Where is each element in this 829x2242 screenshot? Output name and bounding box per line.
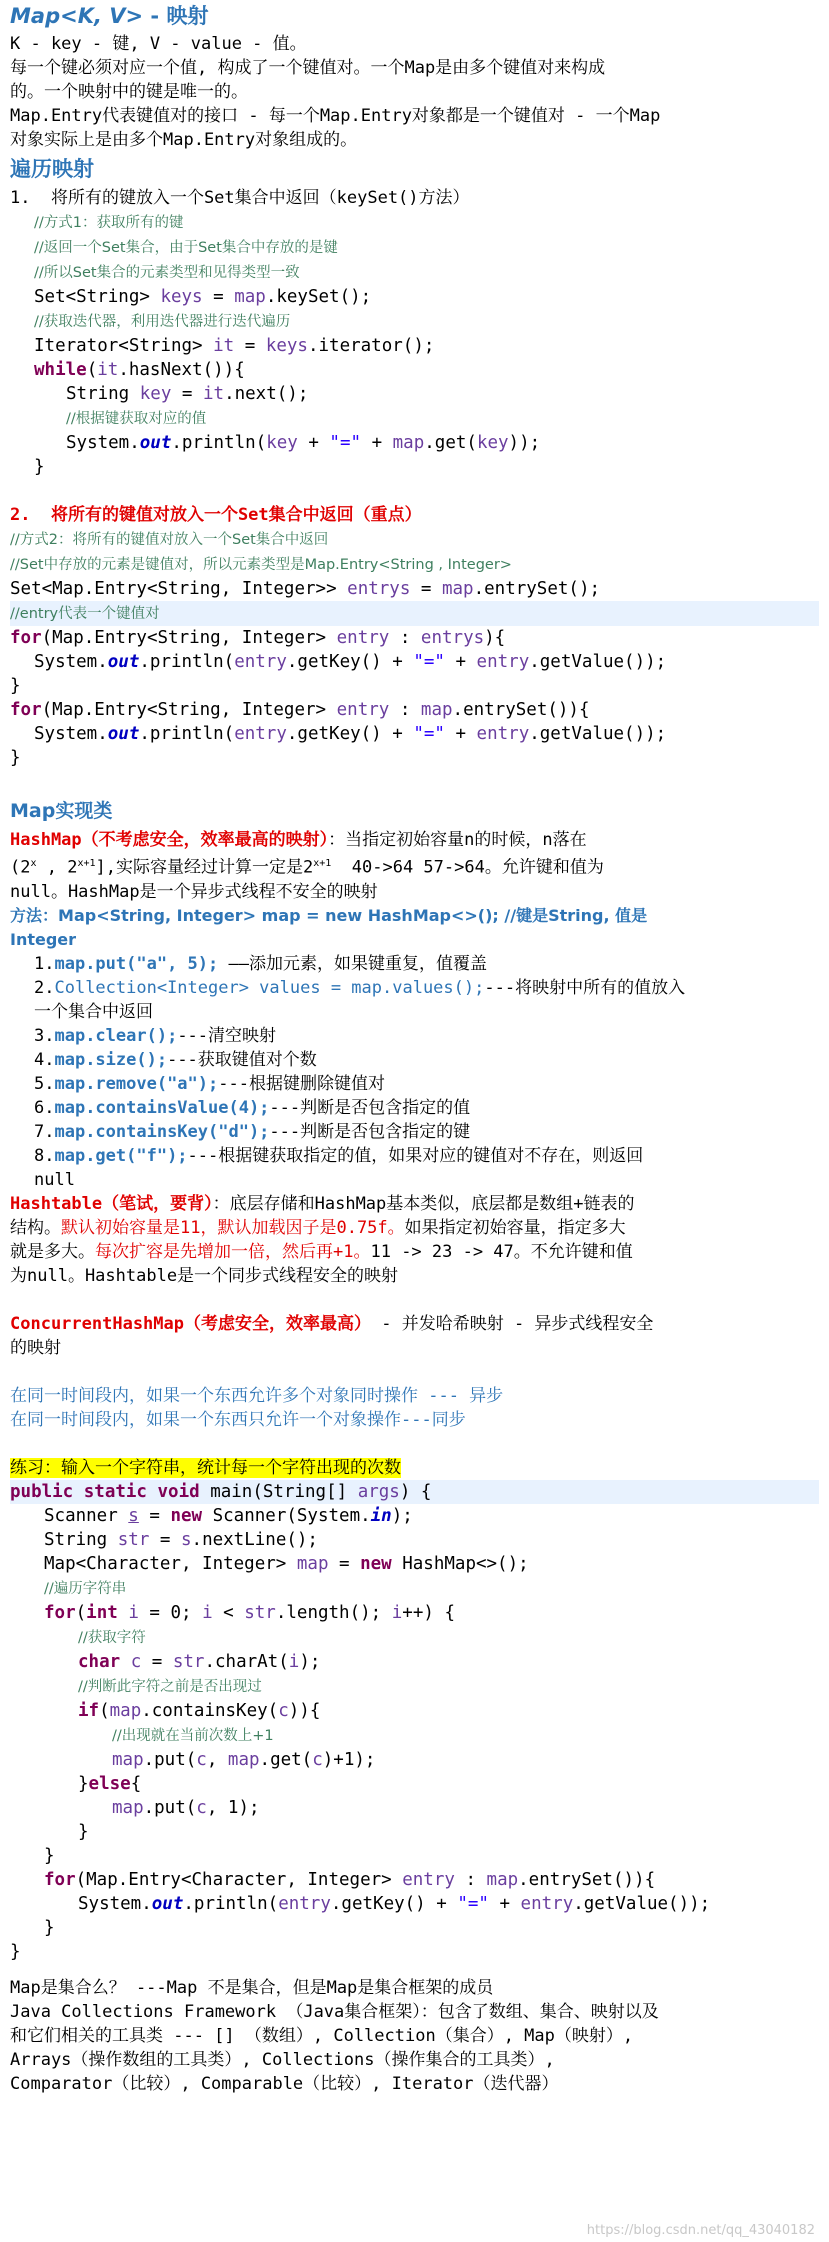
method2-block — [10, 503, 819, 770]
code-line: }else{ — [78, 1773, 142, 1794]
impl-heading: Map实现类 — [10, 800, 113, 822]
list-item: 7.map.containsKey("d");---判断是否包含指定的键 — [34, 1121, 471, 1142]
intro-block — [10, 32, 819, 152]
code-line: } — [34, 457, 45, 477]
exercise-block — [10, 1456, 819, 1964]
code-comment: //entry代表一个键值对 — [10, 606, 160, 622]
code-line: Set<String> keys = map.keySet(); — [34, 287, 372, 307]
code-comment: //方式1：获取所有的键 — [34, 215, 184, 231]
list-item: 4.map.size();---获取键值对个数 — [34, 1049, 317, 1070]
title-main: Map<K, V> — [10, 4, 144, 28]
code-comment: //获取迭代器，利用迭代器进行迭代遍历 — [34, 314, 291, 330]
list-item: 8.map.get("f");---根据键获取指定的值，如果对应的键值对不存在，则返回 — [34, 1145, 644, 1166]
code-line: } — [10, 1941, 21, 1962]
concurrent-block: ConcurrentHashMap（考虑安全，效率最高） - 并发哈希映射 - 异步式线程安全 的映射 — [10, 1313, 654, 1358]
code-comment: //返回一个Set集合，由于Set集合中存放的是键 — [34, 240, 338, 256]
code-line: Set<Map.Entry<String, Integer>> entrys = map.entrySet(); — [10, 579, 601, 599]
code-comment: //获取字符 — [78, 1629, 146, 1646]
exercise-title: 练习：输入一个字符串，统计每一个字符出现的次数 — [10, 1457, 401, 1478]
list-item: 2.Collection<Integer> values = map.values();---将映射中所有的值放入 — [34, 977, 686, 998]
code-comment: //根据键获取对应的值 — [66, 411, 207, 427]
code-line: System.out.println(entry.getKey() + "=" + entry.getValue()); — [78, 1893, 711, 1914]
list-item: 一个集合中返回 — [34, 1001, 153, 1022]
intro-line: 对象实际上是由多个Map.Entry对象组成的。 — [10, 130, 358, 150]
code-line: System.out.println(entry.getKey() + "=" + entry.getValue()); — [34, 652, 667, 672]
code-comment: //遍历字符串 — [44, 1580, 127, 1597]
code-comment: //方式2：将所有的键值对放入一个Set集合中返回 — [10, 532, 329, 548]
hashmap-block: HashMap（不考虑安全，效率最高的映射）：当指定初始容量n的时候，n落在 (2$^x$ , $2^{x+1}$],实际容量经过计算一定是$2^{x+1}$ 40->64 57->64。允许键和值为 null。HashMap是一个异步式线程不安全的映射 方法：Map<String, Integer> map = new HashMap<>(); //键是String, 值是 Integer 1.map.put("a", 5); ——添加元素，如果键重复，值覆盖 2.Collection<Integer> values = map.values();---将映射中所有的值放入 一个集合中返回 3.map.clear();---清空映射 4.map.size();---获取键值对个数 5.map.remove("a");---根据键删除键值对 6.map.containsValue(4);---判断是否包含指定的值 7.map.containsKey("d");---判断是否包含指定的键 8.map.get("f");---根据键获取指定的值，如果对应的键值对不存在，则返回 null — [10, 828, 819, 1192]
code-line: System.out.println(key + "=" + map.get(key)); — [66, 433, 541, 453]
code-line: map.put(c, 1); — [112, 1797, 260, 1818]
code-line: String key = it.next(); — [66, 384, 309, 404]
footer-notes — [10, 1976, 819, 2096]
intro-line: 的。一个映射中的键是唯一的。 — [10, 82, 248, 102]
code-line: for(Map.Entry<String, Integer> entry : map.entrySet()){ — [10, 700, 590, 720]
footer-line: Map是集合么？ ---Map 不是集合，但是Map是集合框架的成员 — [10, 1977, 494, 1998]
code-comment: //Set中存放的元素是键值对，所以元素类型是Map.Entry<String , Integer> — [10, 557, 512, 573]
code-line: if(map.containsKey(c)){ — [78, 1700, 321, 1721]
code-line: for(int i = 0; i < str.length(); i++) { — [44, 1602, 455, 1623]
async-sync-block: 在同一时间段内，如果一个东西允许多个对象同时操作 --- 异步 在同一时间段内，如果一个东西只允许一个对象操作---同步 — [10, 1385, 504, 1430]
code-line: } — [78, 1821, 89, 1842]
list-item: 6.map.containsValue(4);---判断是否包含指定的值 — [34, 1097, 471, 1118]
footer-line: Java Collections Framework （Java集合框架）：包含了数组、集合、映射以及 — [10, 2001, 659, 2022]
code-line: System.out.println(entry.getKey() + "=" + entry.getValue()); — [34, 724, 667, 744]
code-line: } — [44, 1845, 55, 1866]
page-title — [10, 0, 819, 32]
code-comment: //所以Set集合的元素类型和见得类型一致 — [34, 265, 300, 281]
code-line: char c = str.charAt(i); — [78, 1651, 321, 1672]
hashtable-block: Hashtable（笔试，要背）：底层存储和HashMap基本类似，底层都是数组+链表的 结构。默认初始容量是11，默认加载因子是0.75f。如果指定初始容量，指定多大 就是多大。每次扩容是先增加一倍，然后再+1。11 -> 23 -> 47。不允许键和值 为null。Hashtable是一个同步式线程安全的映射 — [10, 1193, 635, 1286]
list-item: null — [34, 1169, 75, 1190]
code-comment: //判断此字符之前是否出现过 — [78, 1678, 262, 1695]
intro-line: Map.Entry代表键值对的接口 - 每一个Map.Entry对象都是一个键值对 - 一个Map — [10, 106, 661, 126]
document-page — [10, 0, 819, 2096]
code-line: } — [44, 1917, 55, 1938]
code-comment: //出现就在当前次数上+1 — [112, 1727, 274, 1744]
title-rest: - 映射 — [143, 4, 209, 28]
code-line: for(Map.Entry<Character, Integer> entry : map.entrySet()){ — [44, 1869, 656, 1890]
code-line: String str = s.nextLine(); — [44, 1529, 318, 1550]
intro-line: K - key - 键, V - value - 值。 — [10, 34, 307, 54]
method1-block — [10, 186, 819, 479]
hashmap-name: HashMap — [10, 830, 82, 850]
code-line: while(it.hasNext()){ — [34, 360, 245, 380]
concurrent-name: ConcurrentHashMap（考虑安全，效率最高） — [10, 1313, 371, 1334]
intro-line: 每一个键必须对应一个值, 构成了一个键值对。一个Map是由多个键值对来构成 — [10, 58, 606, 78]
method2-title: 2. 将所有的键值对放入一个Set集合中返回（重点） — [10, 505, 422, 525]
code-line: map.put(c, map.get(c)+1); — [112, 1749, 376, 1770]
list-item: 5.map.remove("a");---根据键删除键值对 — [34, 1073, 385, 1094]
footer-line: Comparator（比较）, Comparable（比较）, Iterator（迭代器） — [10, 2073, 559, 2094]
code-line: } — [10, 748, 21, 768]
watermark: https://blog.csdn.net/qq_43040182 — [586, 2223, 815, 2238]
footer-line: 和它们相关的工具类 --- [] （数组）, Collection（集合）, Map（映射）, — [10, 2025, 634, 2046]
footer-line: Arrays（操作数组的工具类）, Collections（操作集合的工具类）, — [10, 2049, 555, 2070]
list-item: 1.map.put("a", 5); ——添加元素，如果键重复，值覆盖 — [34, 953, 487, 974]
method1-title: 1. 将所有的键放入一个Set集合中返回（keySet()方法） — [10, 188, 470, 208]
hashtable-name: Hashtable（笔试，要背） — [10, 1193, 213, 1214]
list-item: 3.map.clear();---清空映射 — [34, 1025, 277, 1046]
code-line: Scanner s = new Scanner(System.in); — [44, 1505, 413, 1526]
traverse-heading: 遍历映射 — [10, 157, 94, 181]
code-line: Iterator<String> it = keys.iterator(); — [34, 336, 435, 356]
code-line: public static void main(String[] args) { — [10, 1480, 819, 1504]
code-line: for(Map.Entry<String, Integer> entry : entrys){ — [10, 628, 506, 648]
code-line: } — [10, 676, 21, 696]
code-line: Map<Character, Integer> map = new HashMap<>(); — [44, 1553, 529, 1574]
